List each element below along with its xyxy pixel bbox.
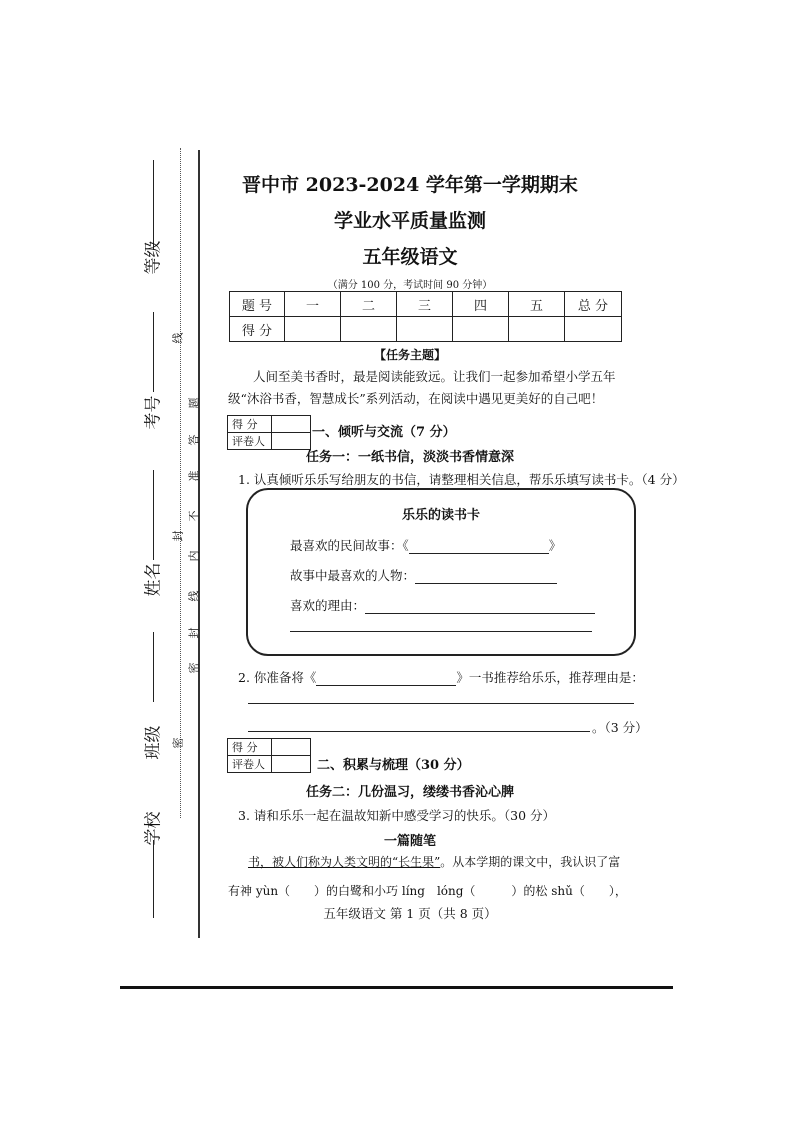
seal-char: 密 bbox=[171, 737, 185, 749]
margin-line bbox=[153, 632, 154, 702]
mini-cell[interactable] bbox=[272, 416, 311, 433]
section2-heading: 二、积累与梳理（30 分） bbox=[317, 758, 470, 773]
theme-text: 人间至美书香时，最是阅读能致远。让我们一起参加希望小学五年级“沐浴书香，智慧成长”系列活动，在阅读中遇见更美好的自己吧！ bbox=[228, 369, 616, 406]
score-cell[interactable] bbox=[397, 317, 453, 342]
score-header-cell: 三 bbox=[397, 292, 453, 317]
question-2-prefix: 2. 你准备将《 bbox=[238, 670, 317, 685]
score-header-cell: 二 bbox=[341, 292, 397, 317]
margin-label-name: 姓名 bbox=[143, 562, 164, 597]
margin-line bbox=[153, 840, 154, 918]
card-row-label: 最喜欢的民间故事：《 bbox=[290, 538, 409, 553]
margin-label-grade: 等级 bbox=[143, 240, 164, 275]
margin-label-school: 学校 bbox=[143, 811, 164, 846]
reason-blank[interactable] bbox=[365, 599, 595, 614]
margin-line bbox=[153, 160, 154, 250]
mini-label: 评卷人 bbox=[228, 433, 272, 450]
seal-char: 封 bbox=[171, 530, 185, 542]
section2-score-box bbox=[227, 738, 311, 773]
reading-card bbox=[246, 488, 636, 656]
exam-title-line2: 学业水平质量监测 bbox=[333, 210, 486, 232]
seal-char: 答 bbox=[187, 434, 201, 446]
reason-blank-line2[interactable] bbox=[290, 631, 592, 632]
seal-char: 封 bbox=[187, 627, 201, 639]
score-cell[interactable] bbox=[565, 317, 622, 342]
score-row-label: 得 分 bbox=[230, 317, 285, 342]
score-cell[interactable] bbox=[453, 317, 509, 342]
mini-label: 评卷人 bbox=[228, 756, 272, 773]
score-header-cell: 总 分 bbox=[565, 292, 622, 317]
seal-char: 题 bbox=[187, 397, 201, 409]
score-header-cell: 五 bbox=[509, 292, 565, 317]
seal-char: 线 bbox=[171, 332, 185, 344]
margin-rule bbox=[198, 150, 200, 938]
exam-subject-title: 五年级语文 bbox=[362, 246, 458, 268]
reading-card-title: 乐乐的读书卡 bbox=[401, 508, 480, 523]
q2-answer-line[interactable] bbox=[248, 703, 634, 704]
task1-heading: 任务一：一纸书信，淡淡书香情意深 bbox=[305, 450, 514, 465]
seal-char: 准 bbox=[187, 470, 201, 482]
question-2 bbox=[238, 668, 644, 686]
score-table bbox=[229, 291, 622, 342]
mini-cell[interactable] bbox=[272, 756, 311, 773]
card-row-suffix: 》 bbox=[548, 538, 562, 553]
score-cell[interactable] bbox=[341, 317, 397, 342]
margin-label-exam-number: 考号 bbox=[143, 395, 164, 430]
question-3: 3. 请和乐乐一起在温故知新中感受学习的快乐。（30 分） bbox=[238, 808, 556, 823]
card-row-story bbox=[290, 536, 561, 554]
mini-label: 得 分 bbox=[228, 739, 272, 756]
story-blank[interactable] bbox=[409, 539, 549, 554]
card-row-label: 故事中最喜欢的人物： bbox=[290, 568, 416, 583]
task2-heading: 任务二：几份温习，缕缕书香沁心脾 bbox=[305, 785, 514, 800]
seal-char: 不 bbox=[187, 510, 201, 522]
margin-line bbox=[153, 312, 154, 392]
score-header-cell: 四 bbox=[453, 292, 509, 317]
seal-char: 线 bbox=[187, 590, 201, 602]
mini-cell[interactable] bbox=[272, 739, 311, 756]
score-cell[interactable] bbox=[285, 317, 341, 342]
score-header-cell: 题 号 bbox=[230, 292, 285, 317]
margin-line bbox=[153, 470, 154, 560]
theme-heading: 【任务主题】 bbox=[373, 348, 446, 362]
essay-title: 一篇随笔 bbox=[383, 834, 436, 849]
score-cell[interactable] bbox=[509, 317, 565, 342]
section1-score-box bbox=[227, 415, 311, 450]
score-header-cell: 一 bbox=[285, 292, 341, 317]
card-row-reason bbox=[290, 596, 595, 614]
card-row-label: 喜欢的理由： bbox=[290, 598, 366, 613]
seal-char: 内 bbox=[187, 550, 201, 562]
margin-label-class: 班级 bbox=[143, 725, 164, 760]
essay-text: 。从本学期的课文中，我认识了富 bbox=[440, 855, 621, 869]
question-2-suffix: 》一书推荐给乐乐，推荐理由是： bbox=[456, 670, 644, 685]
seal-char: 密 bbox=[187, 662, 201, 674]
essay-line-1 bbox=[248, 853, 620, 870]
card-row-character bbox=[290, 566, 557, 584]
book-blank[interactable] bbox=[316, 671, 456, 686]
question-2-end: 。（3 分） bbox=[592, 720, 648, 735]
exam-title-line1: 晋中市 2023-2024 学年第一学期期末 bbox=[242, 174, 578, 196]
section1-heading: 一、倾听与交流（7 分） bbox=[312, 425, 456, 440]
page-footer: 五年级语文 第 1 页（共 8 页） bbox=[323, 906, 497, 921]
bottom-rule bbox=[120, 986, 673, 989]
exam-note: （满分 100 分，考试时间 90 分钟） bbox=[327, 280, 493, 291]
character-blank[interactable] bbox=[415, 569, 557, 584]
essay-line-2: 有神 yùn（ ）的白鹭和小巧 líng lóng（ ）的松 shǔ（ ）， bbox=[228, 884, 627, 898]
q2-answer-line[interactable] bbox=[248, 731, 590, 732]
question-1: 1. 认真倾听乐乐写给朋友的书信，请整理相关信息，帮乐乐填写读书卡。（4 分） bbox=[238, 472, 685, 487]
seal-dotted-line bbox=[180, 148, 182, 818]
mini-label: 得 分 bbox=[228, 416, 272, 433]
essay-underlined-text: 书，被人们称为人类文明的“长生果” bbox=[248, 855, 441, 869]
